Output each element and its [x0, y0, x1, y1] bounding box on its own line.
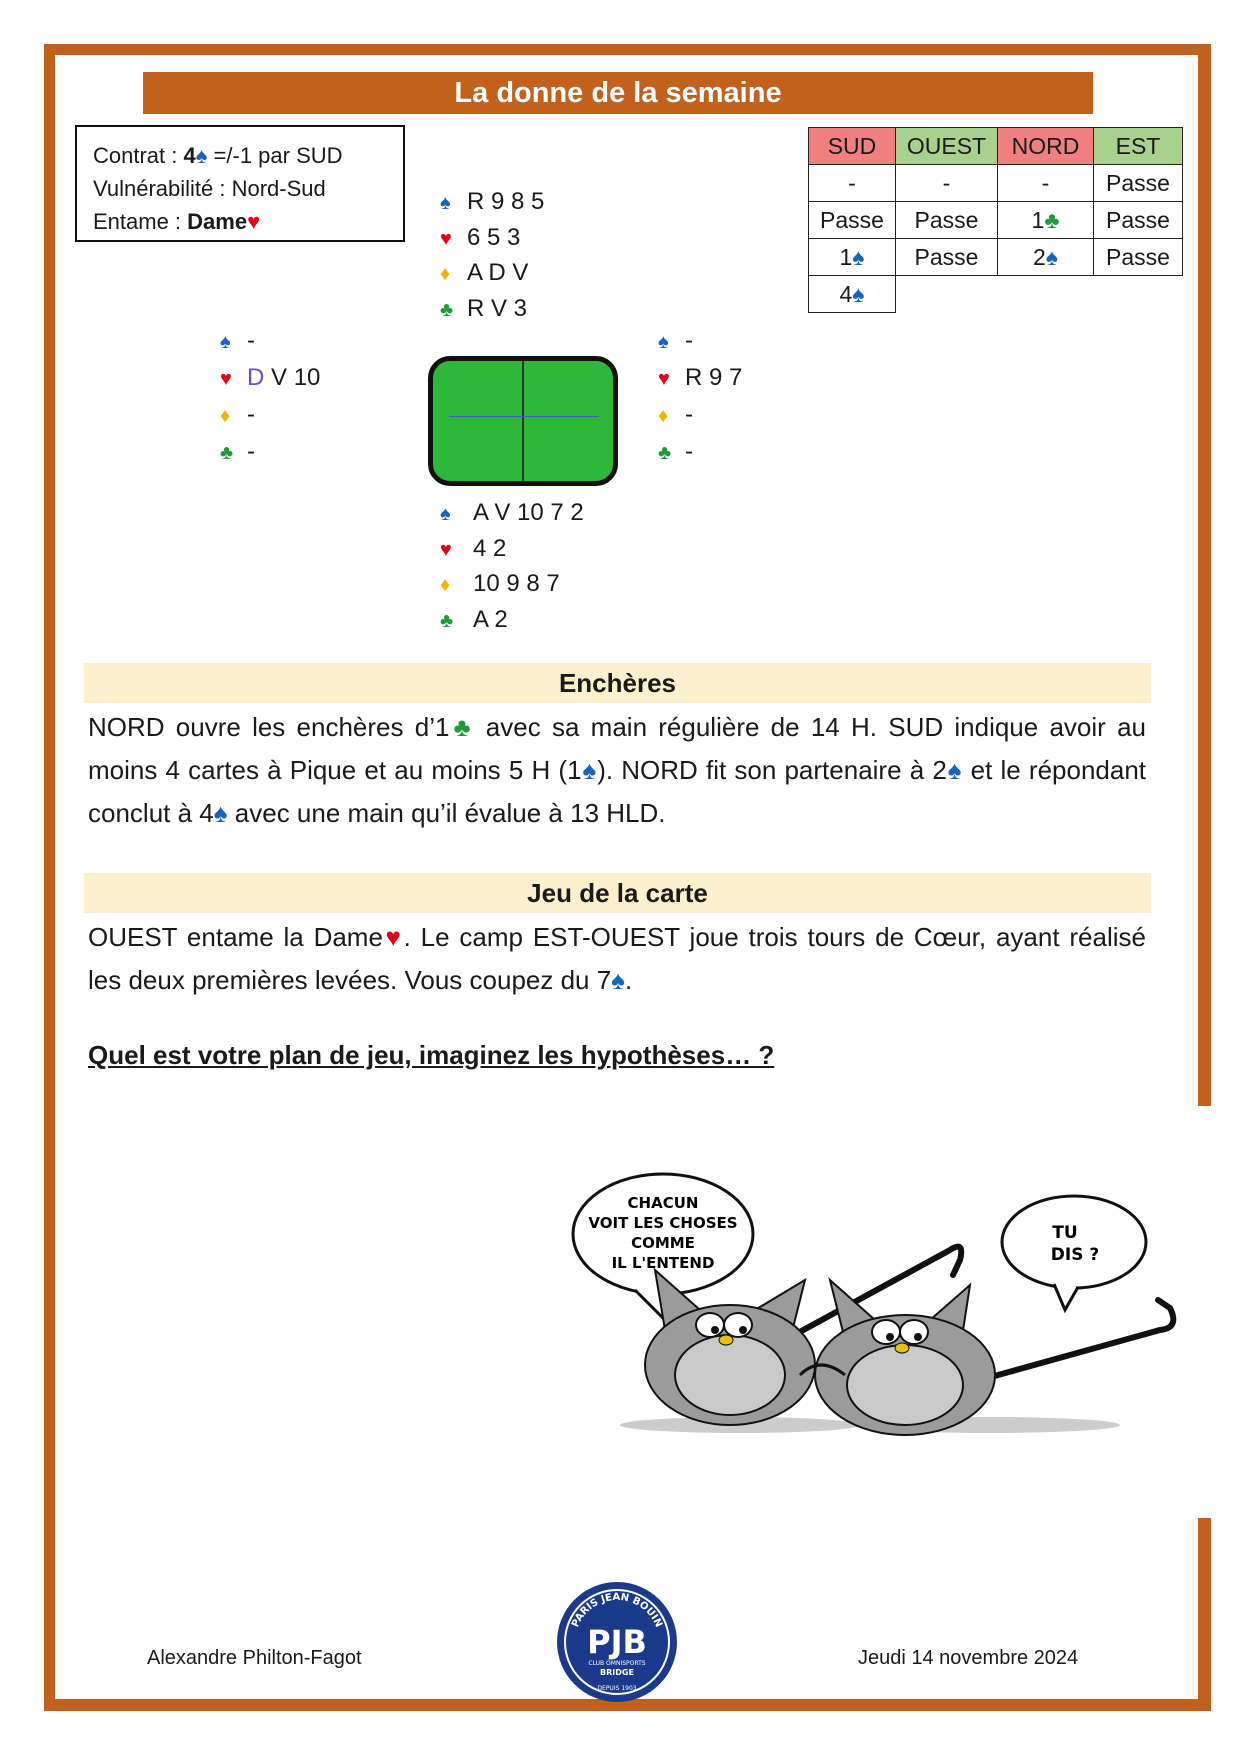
vuln-value: Nord-Sud	[231, 176, 326, 201]
lead-value: Dame	[187, 209, 248, 234]
cartoon-cats	[560, 1160, 1220, 1440]
west-spades: -	[247, 327, 255, 354]
vulnerability-line	[93, 172, 387, 205]
jeu-paragraph	[88, 916, 1146, 1002]
bid-level: 1	[1031, 206, 1045, 233]
east-diamonds: -	[685, 401, 693, 428]
spade-icon: ♠	[213, 798, 228, 828]
bid-cell: Passe	[809, 202, 896, 239]
west-hearts-queen: D	[247, 364, 265, 391]
lead-line	[93, 205, 387, 238]
logo-since: DEPUIS 1903	[597, 1685, 637, 1692]
bubble-left-line: COMME	[631, 1234, 695, 1252]
east-hand	[658, 323, 742, 471]
south-hand	[440, 496, 584, 638]
bid-level: 4	[839, 280, 853, 307]
empty-cell	[896, 276, 998, 313]
contract-rest: =/-1 par SUD	[207, 143, 343, 168]
table-row	[809, 165, 1183, 202]
spade-icon: ♠	[658, 331, 669, 353]
north-spades: R 9 8 5	[467, 188, 545, 215]
footer-date: Jeudi 14 novembre 2024	[858, 1647, 1079, 1669]
bid-cell	[809, 276, 896, 313]
contract-box	[75, 125, 405, 242]
club-icon: ♣	[440, 298, 454, 321]
footer-author: Alexandre Philton-Fagot	[147, 1647, 362, 1669]
bridge-table	[428, 356, 618, 486]
heart-icon: ♥	[220, 368, 232, 390]
logo-club: CLUB OMNISPORTS	[588, 1660, 646, 1667]
page-title: La donne de la semaine	[143, 72, 1093, 114]
text-span: avec une main qu’il évalue à 13 HLD.	[227, 798, 666, 828]
south-clubs: A 2	[473, 605, 508, 633]
bid-cell: Passe	[1094, 202, 1183, 239]
club-icon: ♣	[440, 609, 454, 632]
club-icon: ♣	[658, 442, 672, 464]
club-icon: ♣	[220, 442, 234, 464]
section-jeu-title: Jeu de la carte	[84, 873, 1151, 913]
table-row	[809, 239, 1183, 276]
south-spades: A V 10 7 2	[473, 499, 584, 526]
logo-pjb: PJB	[587, 1623, 647, 1661]
bid-header-ouest: OUEST	[896, 128, 998, 165]
logo-bridge: BRIDGE	[600, 1668, 634, 1677]
east-clubs: -	[685, 438, 693, 465]
text-span: OUEST entame la Dame	[88, 922, 383, 952]
bid-cell: Passe	[1094, 165, 1183, 202]
bubble-left-line: CHACUN	[627, 1194, 699, 1212]
north-hearts: 6 5 3	[467, 223, 521, 251]
lead-label: Entame :	[93, 209, 188, 234]
bubble-left-line: IL L'ENTEND	[611, 1254, 715, 1272]
heart-icon: ♥	[658, 368, 670, 390]
diamond-icon: ♦	[658, 405, 669, 427]
bid-cell: Passe	[896, 239, 998, 276]
spade-icon: ♠	[581, 755, 598, 785]
diamond-icon: ♦	[220, 405, 231, 427]
logo-arc-text: PARIS JEAN BOUIN	[570, 1591, 664, 1630]
text-span: avec sa main régulière de 14 H. SUD indique avoir au moins 4 cartes à Pique et au moins 5 H (1	[88, 712, 1146, 785]
contract-label: Contrat :	[93, 143, 184, 168]
west-diamonds: -	[247, 401, 255, 428]
text-span: ). NORD fit son partenaire à 2	[597, 755, 947, 785]
spade-icon: ♠	[852, 280, 865, 307]
frame-right-upper	[1198, 44, 1211, 1106]
frame-left	[44, 44, 55, 1711]
encheres-paragraph	[88, 706, 1146, 835]
frame-right-lower	[1198, 1518, 1211, 1711]
heart-icon: ♥	[440, 227, 452, 250]
table-row	[809, 276, 1183, 313]
spade-icon: ♠	[440, 192, 451, 214]
east-hearts: R 9 7	[685, 364, 743, 391]
heart-icon: ♥	[440, 538, 452, 561]
club-icon: ♣	[449, 712, 475, 742]
question-heading: Quel est votre plan de jeu, imaginez les hypothèses… ?	[88, 1040, 775, 1070]
bubble-left-line: VOIT LES CHOSES	[588, 1214, 738, 1232]
west-hearts: V 10	[264, 364, 321, 391]
bidding-table	[808, 127, 1183, 313]
bid-cell	[998, 239, 1094, 276]
empty-cell	[998, 276, 1094, 313]
bid-header-sud: SUD	[809, 128, 896, 165]
text-span: et le répondant conclut à 4	[88, 755, 1147, 828]
spade-icon: ♠	[611, 965, 626, 995]
bid-header-est: EST	[1094, 128, 1183, 165]
east-spades: -	[685, 327, 693, 354]
west-clubs: -	[247, 438, 255, 465]
bid-level: 1	[839, 243, 853, 270]
bid-cell: Passe	[896, 202, 998, 239]
club-logo	[555, 1580, 679, 1704]
section-encheres-title: Enchères	[84, 663, 1151, 703]
bid-cell: -	[896, 165, 998, 202]
north-hand	[440, 185, 544, 327]
heart-icon: ♥	[247, 209, 261, 234]
table-vertical-line	[522, 361, 524, 481]
frame-top	[44, 44, 1211, 55]
south-diamonds: 10 9 8 7	[473, 570, 560, 597]
heart-icon: ♥	[382, 922, 404, 952]
north-clubs: R V 3	[467, 294, 528, 322]
vuln-label: Vulnérabilité :	[93, 176, 232, 201]
text-span: .	[625, 965, 633, 995]
bidding-header-row	[809, 128, 1183, 165]
contract-line	[93, 139, 387, 172]
table-row	[809, 202, 1183, 239]
spade-icon: ♠	[852, 243, 865, 270]
table-horizontal-line	[449, 416, 599, 417]
south-hearts: 4 2	[473, 534, 507, 562]
spade-icon: ♠	[440, 503, 451, 525]
diamond-icon: ♦	[440, 263, 451, 285]
spade-icon: ♠	[1045, 243, 1058, 270]
bid-level: 2	[1032, 243, 1046, 270]
bid-cell: Passe	[1094, 239, 1183, 276]
bid-cell: -	[998, 165, 1094, 202]
text-span: . Le camp EST-OUEST joue trois tours de Cœur, ayant réalisé les deux premières levées. Vous coupez du 7	[88, 922, 1146, 995]
bubble-right-line: DIS ?	[1050, 1245, 1100, 1265]
club-icon: ♣	[1044, 206, 1060, 233]
bid-cell: -	[809, 165, 896, 202]
bubble-right-line: TU	[1052, 1223, 1078, 1243]
spade-icon: ♠	[195, 143, 208, 168]
bid-header-nord: NORD	[998, 128, 1094, 165]
bid-cell	[809, 239, 896, 276]
text-span: NORD ouvre les enchères d’1	[88, 712, 450, 742]
west-hand	[220, 323, 320, 471]
spade-icon: ♠	[946, 755, 963, 785]
contract-level: 4	[183, 143, 196, 168]
north-diamonds: A D V	[467, 259, 529, 286]
bid-cell	[998, 202, 1094, 239]
spade-icon: ♠	[220, 331, 231, 353]
diamond-icon: ♦	[440, 574, 451, 596]
empty-cell	[1094, 276, 1183, 313]
